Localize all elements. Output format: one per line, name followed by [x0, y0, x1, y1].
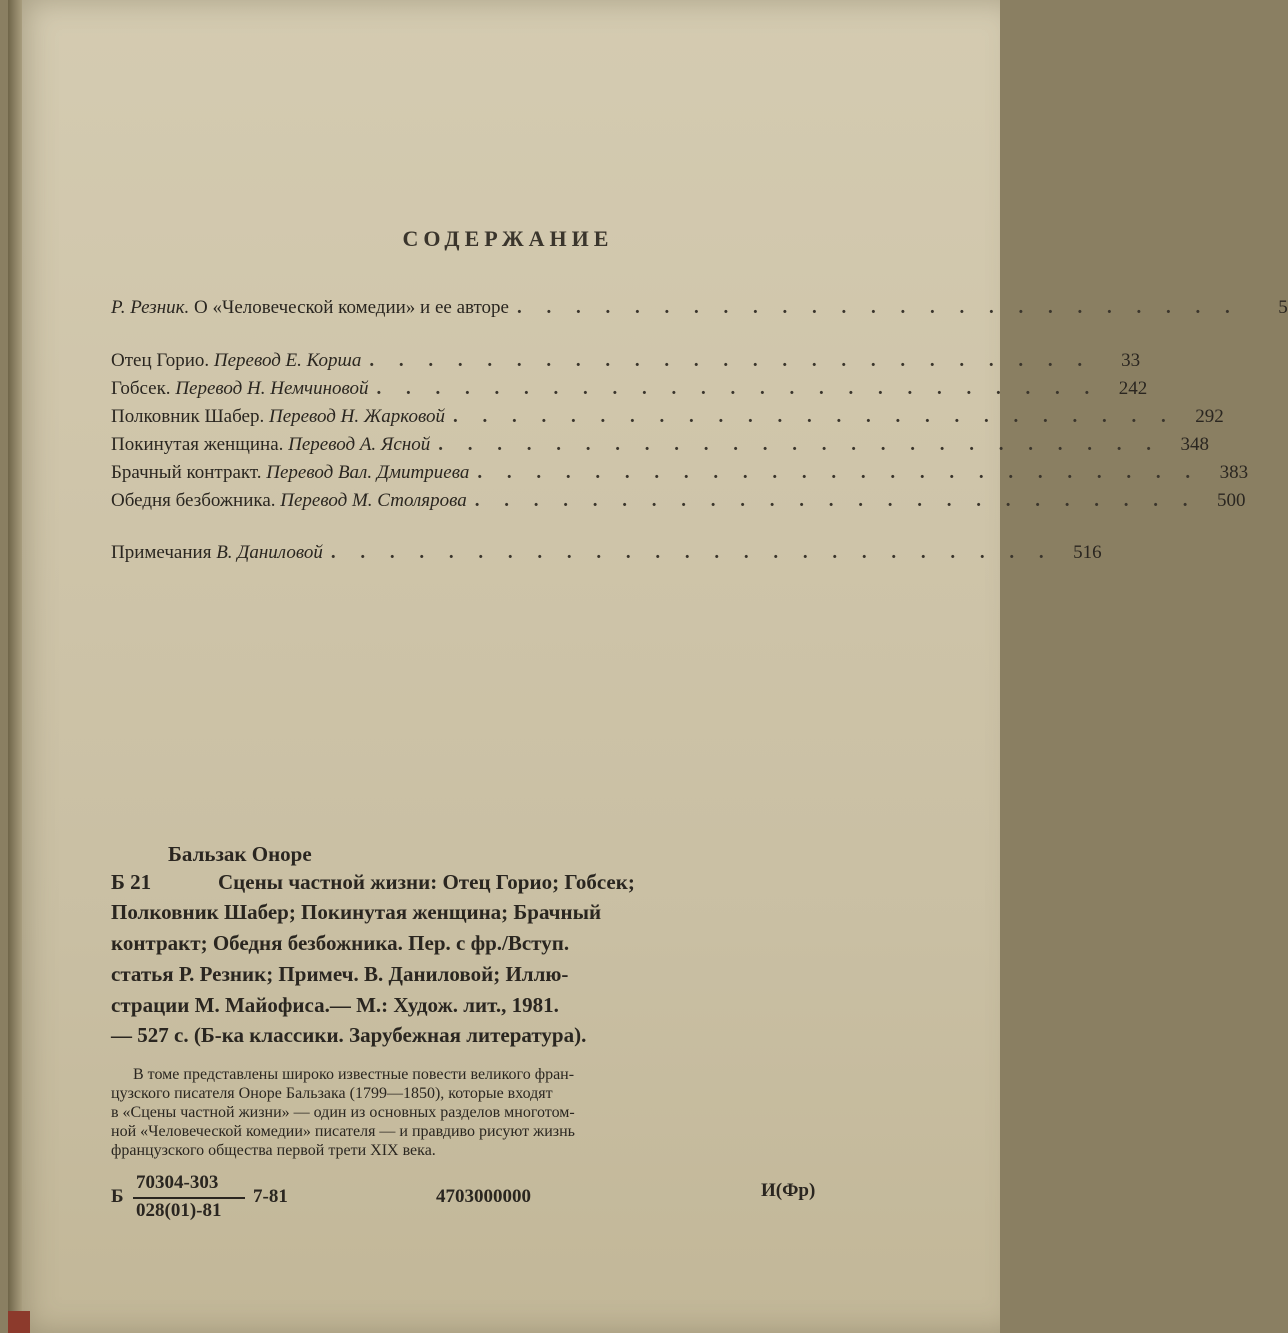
annotation-line: ной «Человеческой комедии» писателя — и правдиво рисуют жизнь	[111, 1123, 575, 1140]
toc-entry	[111, 490, 1246, 518]
toc-entry	[111, 434, 1210, 462]
toc-leader-dots: . . . . . . . . . . . . . . . . . . . . . . . . .	[376, 378, 1100, 399]
catalog-line: статья Р. Резник; Примеч. В. Даниловой; Иллю-	[111, 962, 569, 986]
catalog-line: Сцены частной жизни: Отец Горио; Гобсек;	[218, 870, 635, 894]
toc-page-number: 33	[1121, 350, 1141, 371]
imprint-classification: И(Фр)	[761, 1180, 816, 1201]
toc-entry-title	[111, 406, 445, 428]
imprint-numerator: 70304-303	[136, 1172, 219, 1193]
imprint-suffix: 7-81	[253, 1186, 288, 1207]
toc-page-number: 348	[1180, 434, 1210, 455]
toc-entry-translator: Перевод Вал. Дмитриева	[266, 462, 470, 483]
toc-entry	[111, 406, 1224, 434]
toc-entry-name: Обедня безбожника.	[111, 490, 276, 511]
toc-heading: СОДЕРЖАНИЕ	[402, 226, 614, 251]
toc-page-number: 5	[1278, 297, 1288, 318]
imprint-number: 4703000000	[436, 1186, 531, 1207]
annotation-line: цузского писателя Оноре Бальзака (1799—1850), которые входят	[111, 1085, 553, 1102]
toc-entry-name: Полковник Шабер.	[111, 406, 265, 427]
toc-entry-translator: В. Даниловой	[216, 542, 323, 563]
toc-entry-title	[111, 490, 467, 512]
catalog-author: Бальзак Оноре	[168, 842, 312, 866]
book-spine	[8, 0, 22, 1333]
toc-entry-name: Примечания	[111, 542, 212, 563]
toc-entry-title	[111, 378, 369, 400]
toc-entry-translator: Перевод Е. Корша	[213, 350, 362, 371]
toc-entry-name: Брачный контракт.	[111, 462, 262, 483]
imprint-denominator: 028(01)-81	[136, 1200, 222, 1221]
toc-page-number: 500	[1216, 490, 1246, 511]
toc-leader-dots: . . . . . . . . . . . . . . . . . . . . . . . . .	[517, 297, 1240, 318]
catalog-line: страции М. Майофиса.— М.: Худож. лит., 1981.	[111, 993, 559, 1017]
toc-entry	[111, 462, 1249, 490]
toc-leader-dots: . . . . . . . . . . . . . . . . . . . . . . . . .	[369, 350, 1093, 371]
toc-entry	[111, 378, 1148, 406]
toc-entry-title	[111, 350, 361, 372]
toc-leader-dots: . . . . . . . . . . . . . . . . . . . . . . . . .	[438, 434, 1162, 455]
catalog-line: контракт; Обедня безбожника. Пер. с фр./Вступ.	[111, 931, 570, 955]
toc-leader-dots: . . . . . . . . . . . . . . . . . . . . . . . . .	[452, 406, 1176, 427]
annotation-line: французского общества первой трети XIX века.	[111, 1142, 436, 1159]
toc-page-number: 516	[1073, 542, 1102, 563]
toc-page-number: 242	[1118, 378, 1148, 399]
catalog-line: Полковник Шабер; Покинутая женщина; Брачный	[111, 900, 602, 924]
toc-page-number: 383	[1219, 462, 1249, 483]
fraction-bar	[133, 1197, 245, 1199]
toc-entry	[111, 297, 1288, 325]
toc-entry-translator: Перевод Н. Жарковой	[268, 406, 445, 427]
catalog-line: — 527 с. (Б-ка классики. Зарубежная литература).	[111, 1023, 587, 1047]
imprint-prefix: Б	[111, 1186, 124, 1207]
book-page	[8, 0, 1288, 1333]
toc-entry-title	[111, 542, 323, 564]
toc-entry-name: О «Человеческой комедии» и ее авторе	[194, 297, 509, 318]
toc-page-number: 292	[1195, 406, 1224, 427]
toc-entry-title	[111, 462, 469, 484]
toc-entry-title	[111, 297, 509, 319]
toc-entry-translator: Перевод А. Ясной	[288, 434, 431, 455]
toc-leader-dots: . . . . . . . . . . . . . . . . . . . . . . . . .	[477, 462, 1201, 483]
toc-entry-name: Гобсек.	[111, 378, 171, 399]
toc-entry-translator: Перевод Н. Немчиновой	[175, 378, 369, 399]
toc-leader-dots: . . . . . . . . . . . . . . . . . . . . . . . . .	[474, 490, 1198, 511]
toc-entry-translator: Перевод М. Столярова	[280, 490, 467, 511]
toc-entry	[111, 542, 1102, 570]
annotation-line: В томе представлены широко известные повести великого фран-	[133, 1066, 575, 1083]
book-cover-corner	[8, 1311, 30, 1333]
toc-leader-dots: . . . . . . . . . . . . . . . . . . . . . . . . .	[330, 542, 1054, 563]
toc-entry-name: Отец Горио.	[111, 350, 210, 371]
toc-entry-author: Р. Резник.	[111, 297, 190, 318]
toc-entry-name: Покинутая женщина.	[111, 434, 284, 455]
toc-entry-title	[111, 434, 430, 456]
annotation-line: в «Сцены частной жизни» — один из основных разделов многотом-	[111, 1104, 575, 1121]
catalog-index: Б 21	[111, 870, 152, 894]
toc-entry	[111, 350, 1141, 378]
